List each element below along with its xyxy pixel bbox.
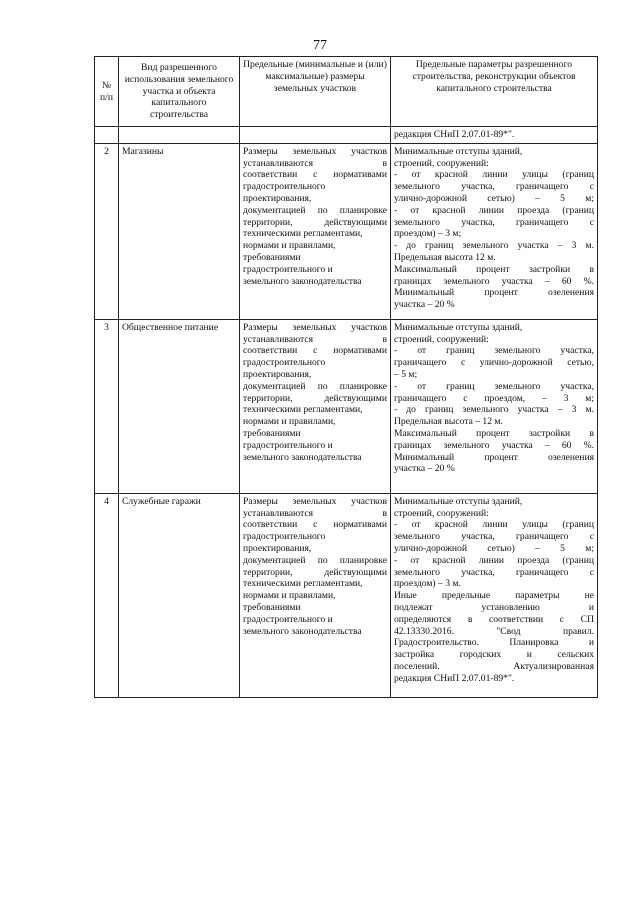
cell-line: земельного законодательства [243, 625, 362, 637]
cell-line: Иные предельные параметры не [394, 590, 594, 602]
cell-line: Максимальный процент застройки в [394, 263, 594, 275]
cell-line: участка – 20 % [394, 463, 455, 475]
cell-line: земельного участка, граничащего с [394, 566, 594, 578]
cell-line: - до границ земельного участка – 3 м. [394, 404, 594, 416]
continuation-row [95, 127, 598, 144]
table-row [95, 319, 598, 493]
cell-line: нормами и правилами, [243, 416, 336, 428]
cell-line: граничащего с улично-дорожной сетью, [394, 357, 594, 369]
header-sizes: Предельные (минимальные и (или) максимальные) размеры земельных участков [240, 57, 391, 127]
cell-line: - до границ земельного участка – 3 м. [394, 240, 594, 252]
cell-line: устанавливаются в [243, 507, 387, 519]
cell-line: – 5 м; [394, 368, 418, 380]
cell-line: - от красной линии улицы (границ [394, 519, 594, 531]
cell-line: документацией по планировке [243, 204, 387, 216]
cell-line: Предельная высота – 12 м. [394, 416, 503, 428]
cell-line: границах земельного участка – 60 %. [394, 439, 594, 451]
cell-line: строений, сооружений: [394, 333, 489, 345]
cell-line: соответствии с нормативами [243, 345, 387, 357]
cell-line: проездом) – 3 м; [394, 228, 462, 240]
continuation-text: редакция СНиП 2.07.01-89*". [391, 127, 598, 144]
cell-line: - от красной линии проезда (границ [394, 204, 594, 216]
cell-line: градостроительного [243, 531, 326, 543]
header-params: Предельные параметры разрешенного строительства, реконструкции объектов капитального строительства [391, 57, 598, 127]
row-number: 4 [95, 493, 119, 697]
cell-line: строений, сооружений: [394, 157, 489, 169]
cell-line: требованиями [243, 251, 301, 263]
cell-line: требованиями [243, 601, 301, 613]
cell-line: определяются в соответствии с СП [394, 613, 594, 625]
cell-line: участка – 20 % [394, 299, 455, 311]
cell-line: границах земельного участка – 60 %. [394, 275, 594, 287]
table-row [95, 493, 598, 697]
header-num: № п/п [95, 57, 119, 127]
cell-line: проектирования, [243, 542, 312, 554]
cell-line: Минимальные отступы зданий, [394, 321, 523, 333]
cell-line: проектирования, [243, 368, 312, 380]
cell-line: нормами и правилами, [243, 240, 336, 252]
cell-line: застройка городских и сельских [394, 649, 594, 661]
cell-line: техническими регламентами, [243, 228, 363, 240]
cell-line: подлежат установлению и [394, 601, 594, 613]
cell-line: улично-дорожной сетью) – 5 м; [394, 192, 594, 204]
cell-line: земельного участка, граничащего с [394, 216, 594, 228]
cell-line: документацией по планировке [243, 554, 387, 566]
cell-line: нормами и правилами, [243, 590, 336, 602]
cell-line: строений, сооружений: [394, 507, 489, 519]
cell-line: устанавливаются в [243, 157, 387, 169]
table-header-row [95, 57, 598, 127]
cell-line: - от границ земельного участка, [394, 345, 594, 357]
cell-line: Минимальный процент озеленения [394, 451, 594, 463]
cell-line: требованиями [243, 427, 301, 439]
cell-line: территории, действующими [243, 566, 387, 578]
cell-line: - от границ земельного участка, [394, 380, 594, 392]
cell-line: Минимальные отступы зданий, [394, 495, 523, 507]
row-number: 2 [95, 143, 119, 319]
row-number: 3 [95, 319, 119, 493]
cell-line: улично-дорожной сетью) – 5 м; [394, 542, 594, 554]
regulations-table [94, 56, 598, 698]
size-cell [240, 493, 391, 697]
cell-line: проектирования, [243, 192, 312, 204]
cell-line: земельного участка, граничащего с [394, 181, 594, 193]
page-number: 77 [313, 38, 327, 53]
cell-line: градостроительного и [243, 613, 333, 625]
header-use: Вид разрешенного использования земельного участка и объекта капитального строительства [119, 57, 240, 127]
cell-line: проездом) – 3 м. [394, 578, 461, 590]
cell-line: граничащего с проездом, – 3 м; [394, 392, 594, 404]
cell-line: техническими регламентами, [243, 404, 363, 416]
cell-line: соответствии с нормативами [243, 519, 387, 531]
param-cell [391, 143, 598, 319]
cell-line: - от красной линии улицы (границ [394, 169, 594, 181]
cell-line: Предельная высота 12 м. [394, 251, 496, 263]
cell-line: устанавливаются в [243, 333, 387, 345]
param-cell [391, 493, 598, 697]
use-name: Служебные гаражи [119, 493, 240, 697]
cell-line: Максимальный процент застройки в [394, 427, 594, 439]
cell-line: 42.13330.2016. "Свод правил. [394, 625, 594, 637]
cell-line: Размеры земельных участков [243, 321, 387, 333]
cell-line: территории, действующими [243, 216, 387, 228]
cell-line: земельного законодательства [243, 451, 362, 463]
cell-line: градостроительного [243, 357, 326, 369]
cell-line: территории, действующими [243, 392, 387, 404]
cell-line: поселений. Актуализированная [394, 660, 594, 672]
cell-line: Минимальный процент озеленения [394, 287, 594, 299]
cell-line: документацией по планировке [243, 380, 387, 392]
size-cell [240, 143, 391, 319]
use-name: Магазины [119, 143, 240, 319]
cell-line: редакция СНиП 2.07.01-89*". [394, 672, 515, 684]
cell-line: земельного законодательства [243, 275, 362, 287]
cell-line: градостроительного [243, 181, 326, 193]
cell-line: техническими регламентами, [243, 578, 363, 590]
cell-line: Размеры земельных участков [243, 145, 387, 157]
cell-line: земельного участка, граничащего с [394, 531, 594, 543]
cell-line: соответствии с нормативами [243, 169, 387, 181]
use-name: Общественное питание [119, 319, 240, 493]
table-row [95, 143, 598, 319]
cell-line: градостроительного и [243, 439, 333, 451]
size-cell [240, 319, 391, 493]
cell-line: Размеры земельных участков [243, 495, 387, 507]
cell-line: - от красной линии проезда (границ [394, 554, 594, 566]
cell-line: Градостроительство. Планировка и [394, 637, 594, 649]
cell-line: градостроительного и [243, 263, 333, 275]
param-cell [391, 319, 598, 493]
cell-line: Минимальные отступы зданий, [394, 145, 523, 157]
